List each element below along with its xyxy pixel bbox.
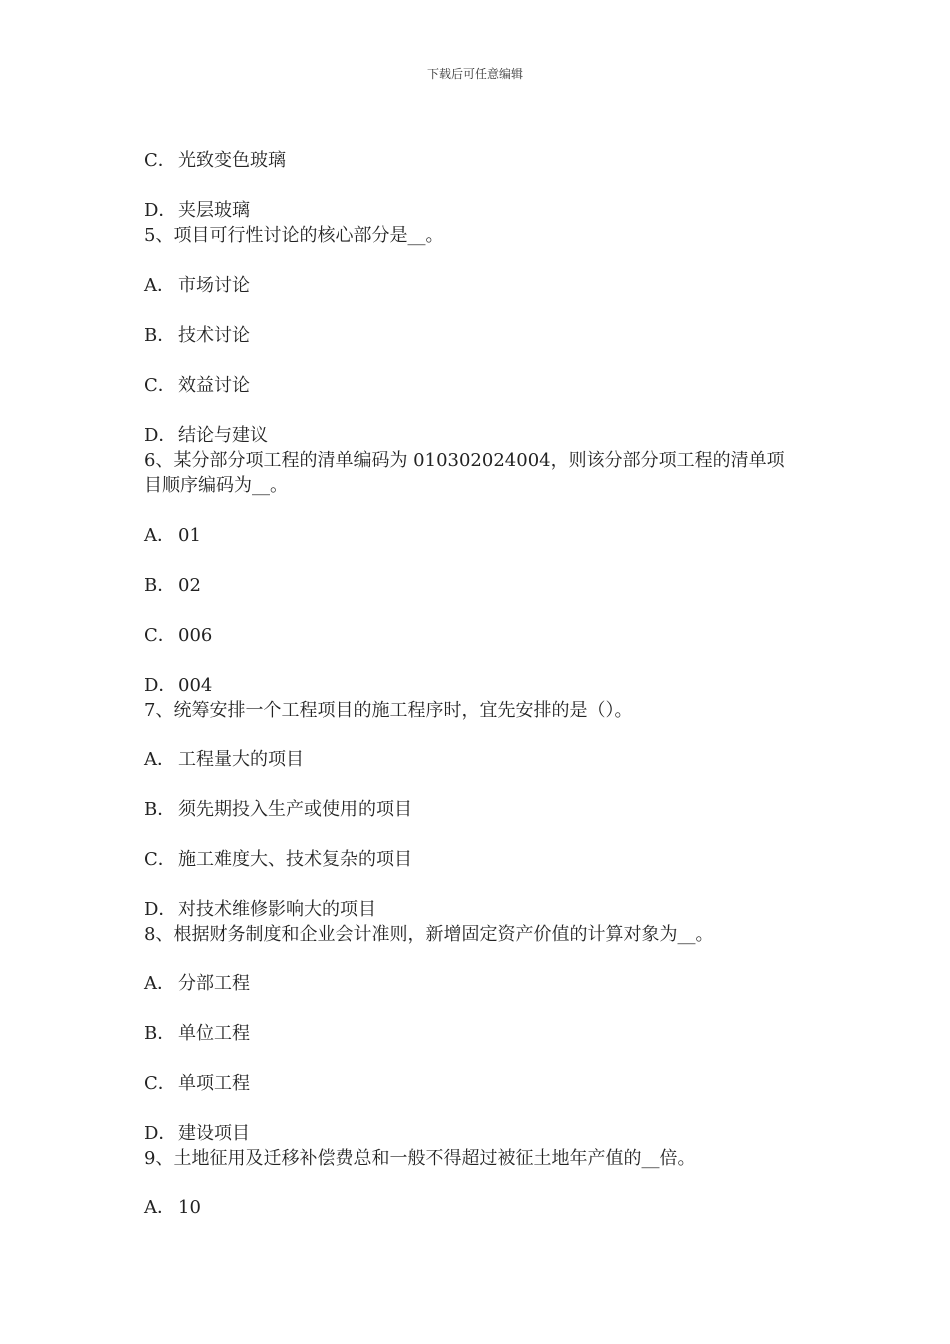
option-text: 006 [178, 625, 213, 646]
q8-option-c [144, 1071, 824, 1096]
option-letter: A． [144, 749, 175, 770]
option-letter: C． [144, 625, 176, 646]
option-text: 夹层玻璃 [178, 200, 250, 221]
option-letter: A． [144, 525, 175, 546]
q6-option-b [144, 573, 824, 598]
q6-stem-line1: 6、某分部分项工程的清单编码为 010302024004，则该分部分项工程的清单项 [144, 450, 785, 471]
option-letter: A． [144, 1197, 175, 1218]
q7-option-a [144, 747, 824, 772]
option-letter: B． [144, 799, 176, 820]
option-letter: D． [144, 899, 177, 920]
q5-option-b [144, 323, 824, 348]
q7-stem: 7、统筹安排一个工程项目的施工程序时，宜先安排的是（）。 [144, 700, 633, 721]
q6-stem-line2: 目顺序编码为__。 [144, 475, 288, 496]
option-text: 效益讨论 [178, 375, 250, 396]
option-letter: A． [144, 973, 175, 994]
q7-option-b [144, 797, 824, 822]
option-text: 建设项目 [178, 1123, 250, 1144]
option-text: 02 [178, 575, 201, 596]
option-letter: B． [144, 325, 176, 346]
q5-option-c [144, 373, 824, 398]
option-text: 光致变色玻璃 [178, 150, 286, 171]
option-text: 工程量大的项目 [178, 749, 304, 770]
q9-option-a [144, 1195, 824, 1220]
option-letter: C． [144, 150, 176, 171]
q9-stem: 9、土地征用及迁移补偿费总和一般不得超过被征土地年产值的__倍。 [144, 1148, 696, 1169]
q5-stem: 5、项目可行性讨论的核心部分是__。 [144, 225, 444, 246]
q4-option-d [144, 198, 824, 223]
q4-option-c [144, 148, 824, 173]
option-text: 市场讨论 [178, 275, 250, 296]
option-letter: C． [144, 375, 176, 396]
q6-option-c [144, 623, 824, 648]
option-letter: C． [144, 1073, 176, 1094]
q7-option-d [144, 897, 824, 922]
option-text: 分部工程 [178, 973, 250, 994]
option-letter: D． [144, 1123, 177, 1144]
option-text: 01 [178, 525, 201, 546]
option-text: 技术讨论 [178, 325, 250, 346]
q6-option-a [144, 523, 824, 548]
option-letter: B． [144, 1023, 176, 1044]
option-letter: A． [144, 275, 175, 296]
q8-stem: 8、根据财务制度和企业会计准则，新增固定资产价值的计算对象为__。 [144, 924, 714, 945]
q5-option-d [144, 423, 824, 448]
q5-option-a [144, 273, 824, 298]
q8-option-a [144, 971, 824, 996]
option-letter: D． [144, 425, 177, 446]
q7-option-c [144, 847, 824, 872]
option-text: 须先期投入生产或使用的项目 [178, 799, 412, 820]
option-text: 施工难度大、技术复杂的项目 [178, 849, 412, 870]
option-letter: B． [144, 575, 176, 596]
option-text: 单位工程 [178, 1023, 250, 1044]
option-text: 10 [178, 1197, 201, 1218]
q8-option-d [144, 1121, 824, 1146]
q6-option-d [144, 673, 824, 698]
option-letter: C． [144, 849, 176, 870]
q8-option-b [144, 1021, 824, 1046]
option-text: 对技术维修影响大的项目 [178, 899, 376, 920]
option-letter: D． [144, 200, 177, 221]
option-text: 结论与建议 [178, 425, 268, 446]
option-text: 004 [178, 675, 213, 696]
option-letter: D． [144, 675, 177, 696]
page-header: 下载后可任意编辑 [426, 67, 523, 81]
option-text: 单项工程 [178, 1073, 250, 1094]
